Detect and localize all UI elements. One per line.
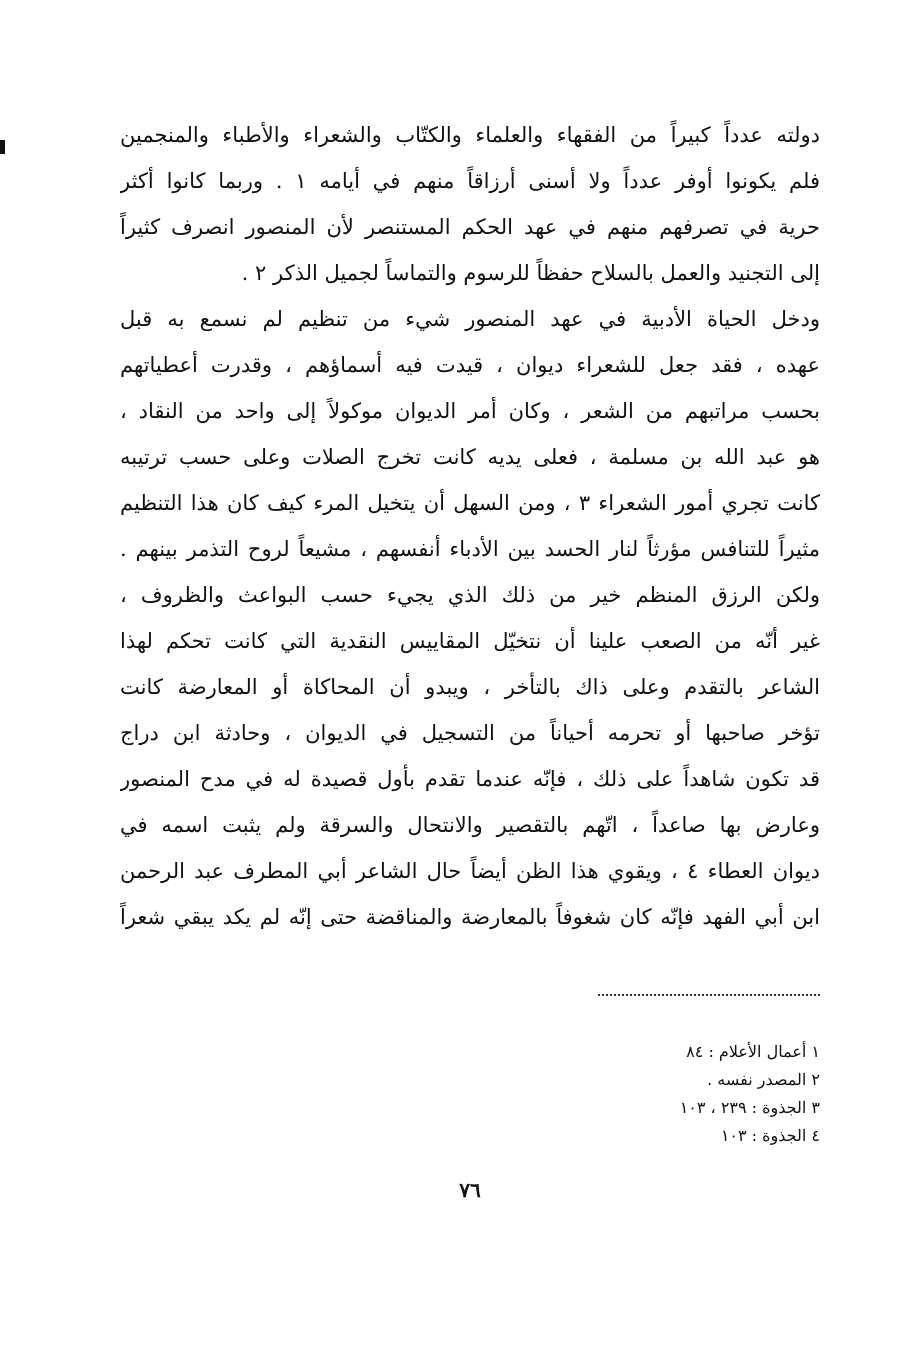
footnote: ١ أعمال الأعلام : ٨٤ bbox=[686, 1042, 820, 1061]
text-line: مثيراً للتنافس مؤرثاً لنار الحسد بين الأدباء أنفسهم ، مشيعاً لروح التذمر بينهم . bbox=[120, 537, 820, 561]
text-line: وعارض بها صاعداً ، اتّهم بالتقصير والانتحال والسرقة ولم يثبت اسمه في bbox=[120, 813, 820, 837]
footnote: ٣ الجذوة : ٢٣٩ ، ١٠٣ bbox=[679, 1098, 820, 1117]
main-text-block bbox=[120, 112, 820, 940]
text-line: غير أنّه من الصعب علينا أن نتخيّل المقاييس النقدية التي كانت تحكم لهذا bbox=[120, 629, 820, 653]
text-line: ابن أبي الفهد فإنّه كان شغوفاً بالمعارضة والمناقضة حتى إنّه لم يكد يبقي شعراً bbox=[120, 905, 820, 929]
text-line: إلى التجنيد والعمل بالسلاح حفظاً للرسوم والتماساً لجميل الذكر ٢ . bbox=[241, 261, 820, 285]
text-line: بحسب مراتبهم من الشعر ، وكان أمر الديوان موكولاً إلى واحد من النقاد ، bbox=[120, 399, 820, 423]
text-line: ودخل الحياة الأدبية في عهد المنصور شيء من تنظيم لم نسمع به قبل bbox=[120, 307, 820, 331]
footnotes bbox=[560, 1038, 820, 1150]
text-line: فلم يكونوا أوفر عدداً ولا أسنى أرزاقاً منهم في أيامه ١ . وربما كانوا أكثر bbox=[120, 169, 820, 193]
page-number: ٧٦ bbox=[459, 1178, 481, 1202]
footnote-divider bbox=[598, 994, 820, 996]
footnote: ٢ المصدر نفسه . bbox=[707, 1070, 820, 1089]
text-line: ولكن الرزق المنظم خير من ذلك الذي يجيء حسب البواعث والظروف ، bbox=[120, 583, 820, 607]
text-line: عهده ، فقد جعل للشعراء ديوان ، قيدت فيه أسماؤهم ، وقدرت أعطياتهم bbox=[120, 353, 820, 377]
text-line: تؤخر صاحبها أو تحرمه أحياناً من التسجيل في الديوان ، وحادثة ابن دراج bbox=[120, 721, 820, 745]
page-edge-mark bbox=[0, 140, 5, 154]
text-line: الشاعر بالتقدم وعلى ذاك بالتأخر ، ويبدو أن المحاكاة أو المعارضة كانت bbox=[120, 675, 820, 699]
text-line: دولته عدداً كبيراً من الفقهاء والعلماء والكتّاب والشعراء والأطباء والمنجمين bbox=[120, 123, 820, 147]
text-line: هو عبد الله بن مسلمة ، فعلى يديه كانت تخرج الصلات وعلى حسب ترتيبه bbox=[120, 445, 820, 469]
text-line: قد تكون شاهداً على ذلك ، فإنّه عندما تقدم بأول قصيدة له في مدح المنصور bbox=[120, 767, 820, 791]
text-line: حرية في تصرفهم منهم في عهد الحكم المستنصر لأن المنصور انصرف كثيراً bbox=[120, 215, 820, 239]
text-line: ديوان العطاء ٤ ، ويقوي هذا الظن أيضاً حال الشاعر أبي المطرف عبد الرحمن bbox=[120, 859, 820, 883]
footnote: ٤ الجذوة : ١٠٣ bbox=[720, 1126, 820, 1145]
text-line: كانت تجري أمور الشعراء ٣ ، ومن السهل أن يتخيل المرء كيف كان هذا التنظيم bbox=[120, 491, 820, 515]
